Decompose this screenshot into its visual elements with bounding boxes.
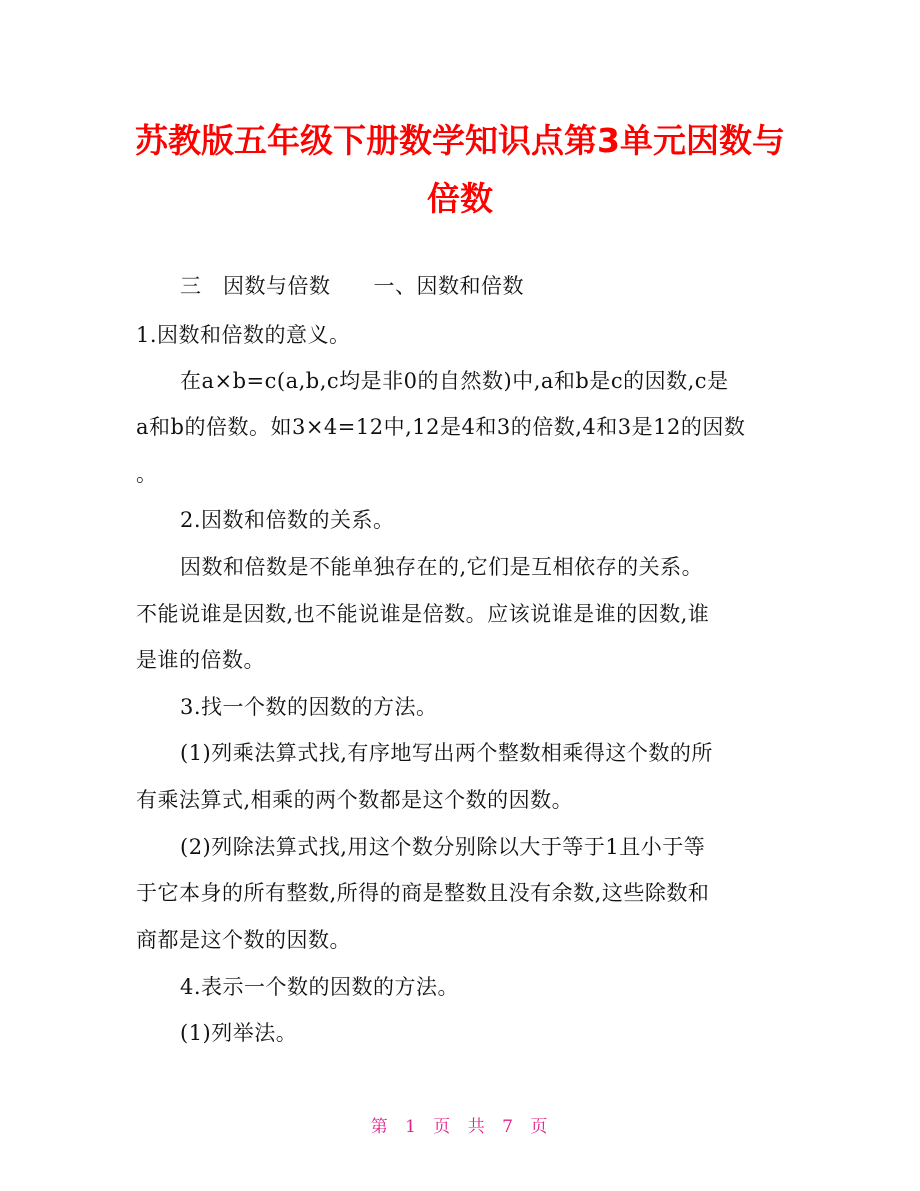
paragraph-line: 商都是这个数的因数。 bbox=[136, 928, 351, 952]
paragraph-line: 不能说谁是因数,也不能说谁是倍数。应该说谁是谁的因数,谁 bbox=[136, 602, 710, 626]
title-line-2: 倍数 bbox=[427, 179, 493, 218]
paragraph-line: 于它本身的所有整数,所得的商是整数且没有余数,这些除数和 bbox=[136, 881, 710, 905]
footer-mid2: 共 bbox=[467, 1117, 487, 1137]
subheading-1: 1.因数和倍数的意义。 bbox=[136, 323, 351, 347]
paragraph-line: 是谁的倍数。 bbox=[136, 648, 265, 672]
footer-prefix: 第 bbox=[370, 1117, 390, 1137]
section-heading: 三 因数与倍数 一、因数和倍数 bbox=[180, 274, 524, 298]
subheading-4: 4.表示一个数的因数的方法。 bbox=[180, 975, 460, 999]
page-footer bbox=[0, 1112, 920, 1137]
paragraph-line: (2)列除法算式找,用这个数分别除以大于等于1且小于等 bbox=[180, 835, 706, 859]
paragraph-line: a和b的倍数。如3×4=12中,12是4和3的倍数,4和3是12的因数 bbox=[136, 415, 746, 439]
paragraph-line: 因数和倍数是不能单独存在的,它们是互相依存的关系。 bbox=[180, 555, 704, 579]
title-line-1: 苏教版五年级下册数学知识点第3单元因数与 bbox=[135, 121, 785, 160]
total-pages-number: 7 bbox=[502, 1117, 515, 1137]
paragraph-line: 。 bbox=[136, 462, 158, 486]
paragraph-line: 在a×b=c(a,b,c均是非0的自然数)中,a和b是c的因数,c是 bbox=[180, 369, 729, 393]
paragraph-line: (1)列乘法算式找,有序地写出两个整数相乘得这个数的所 bbox=[180, 741, 713, 765]
current-page-number: 1 bbox=[405, 1117, 418, 1137]
footer-suffix: 页 bbox=[530, 1117, 550, 1137]
subheading-3: 3.找一个数的因数的方法。 bbox=[180, 695, 438, 719]
paragraph-line: 有乘法算式,相乘的两个数都是这个数的因数。 bbox=[136, 788, 574, 812]
footer-mid1: 页 bbox=[433, 1117, 453, 1137]
subheading-2: 2.因数和倍数的关系。 bbox=[180, 508, 395, 532]
paragraph-line: (1)列举法。 bbox=[180, 1021, 298, 1045]
document-title bbox=[100, 112, 820, 228]
